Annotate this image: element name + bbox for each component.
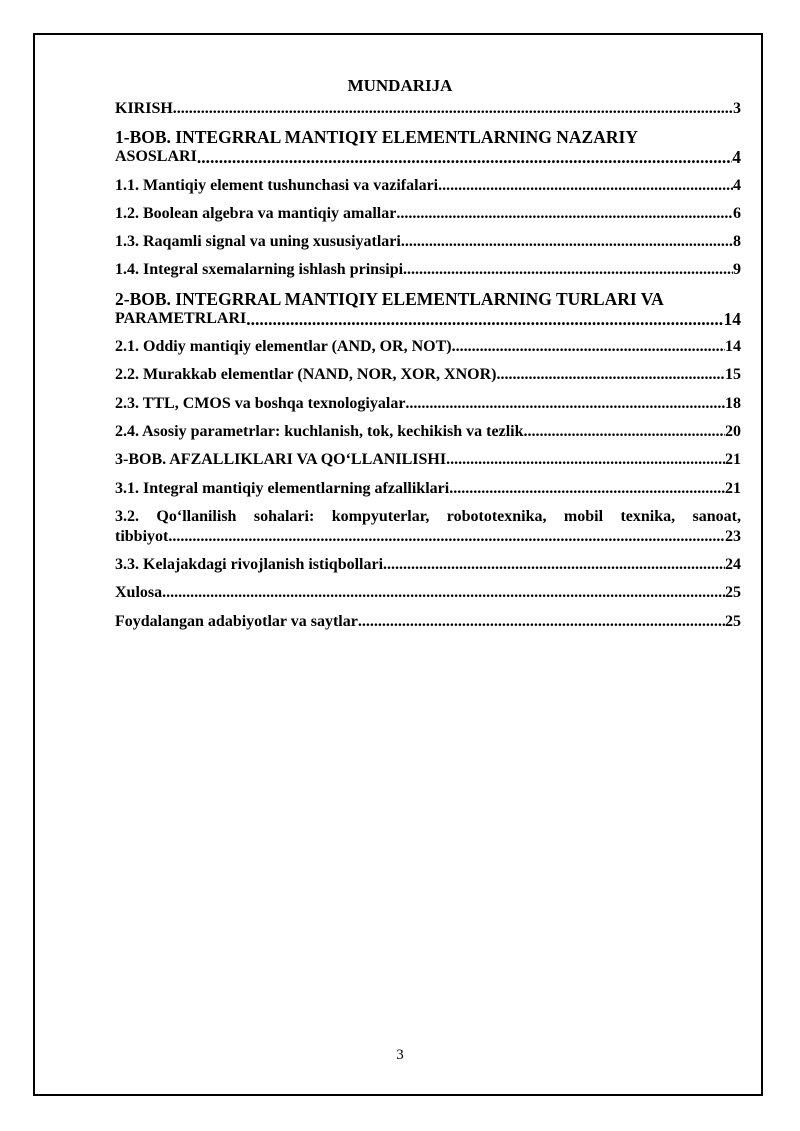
toc-leader-dots (449, 479, 725, 499)
toc-entry-text-line1: 3.2. Qo‘llanilish sohalari: kompyuterlar, robototexnika, mobil texnika, sanoat, (115, 507, 741, 525)
toc-entry-text: KIRISH (115, 100, 173, 117)
toc-entry-text: Foydalangan adabiyotlar va saytlar (115, 612, 358, 630)
toc-entry-page: 24 (725, 556, 741, 574)
toc-entry (115, 394, 741, 414)
toc-leader-dots (246, 309, 723, 329)
toc-entry (115, 260, 741, 280)
toc-entry-text: 2.4. Asosiy parametrlar: kuchlanish, tok, kechikish va tezlik (115, 422, 524, 440)
toc-entry (115, 365, 741, 385)
toc-entry (115, 337, 741, 357)
toc-entry-text: 2.1. Oddiy mantiqiy elementlar (AND, OR, NOT) (115, 338, 452, 356)
toc-entry-text: 3.1. Integral mantiqiy elementlarning afzalliklari (115, 479, 450, 497)
toc-entry (115, 507, 741, 547)
toc-entry-page: 9 (733, 261, 741, 279)
toc-entry-text: 3.3. Kelajakdagi rivojlanish istiqbollari (115, 556, 384, 574)
toc-entry-text: 1.2. Boolean algebra va mantiqiy amallar (115, 204, 397, 222)
toc-entry (115, 127, 741, 167)
toc-entry-page: 21 (725, 451, 741, 469)
toc-entry (115, 450, 741, 470)
toc-entry-text: 1.4. Integral sxemalarning ishlash prinsipi (115, 261, 404, 279)
toc-leader-dots (358, 612, 725, 632)
table-of-contents (115, 99, 741, 640)
toc-entry (115, 583, 741, 603)
toc-entry-page: 14 (723, 308, 741, 329)
toc-entry-page: 8 (733, 233, 741, 251)
toc-entry-page: 25 (725, 612, 741, 630)
toc-entry-text: PARAMETRLARI (115, 309, 247, 327)
toc-entry-page: 4 (733, 176, 741, 194)
toc-leader-dots (496, 365, 725, 385)
toc-entry-page: 3 (733, 100, 741, 117)
toc-entry-page: 21 (725, 479, 741, 497)
toc-leader-dots (446, 450, 725, 470)
toc-entry-text: ASOSLARI (115, 148, 197, 166)
toc-leader-dots (197, 147, 732, 167)
toc-entry-page: 4 (732, 147, 741, 168)
toc-entry-text-line1: 2-BOB. INTEGRRAL MANTIQIY ELEMENTLARNING TURLARI VA (115, 288, 664, 309)
toc-leader-dots (173, 99, 733, 119)
toc-entry-page: 15 (725, 366, 741, 384)
toc-entry-page: 20 (725, 422, 741, 440)
toc-leader-dots (438, 176, 733, 196)
toc-entry-text: 1.1. Mantiqiy element tushunchasi va vazifalari (115, 176, 439, 194)
page-number: 3 (396, 1047, 404, 1063)
toc-leader-dots (396, 204, 733, 224)
toc-leader-dots (401, 232, 733, 252)
toc-entry-page: 18 (725, 394, 741, 412)
toc-leader-dots (452, 337, 725, 357)
toc-leader-dots (168, 527, 725, 547)
toc-entry-text: tibbiyot (115, 527, 169, 545)
toc-entry (115, 479, 741, 499)
toc-leader-dots (523, 422, 725, 442)
toc-leader-dots (383, 555, 725, 575)
toc-entry (115, 612, 741, 632)
toc-entry-page: 25 (725, 584, 741, 602)
toc-entry-page: 23 (725, 527, 741, 545)
toc-entry-text: 2.2. Murakkab elementlar (NAND, NOR, XOR, XNOR) (115, 366, 497, 384)
toc-entry-page: 6 (733, 204, 741, 222)
toc-entry (115, 99, 741, 119)
toc-entry (115, 289, 741, 329)
toc-entry-text-line1: 1-BOB. INTEGRRAL MANTIQIY ELEMENTLARNING NAZARIY (115, 127, 638, 148)
toc-entry-page: 14 (725, 338, 741, 356)
toc-entry-text: Xulosa (115, 584, 163, 602)
toc-entry-text: 1.3. Raqamli signal va uning xususiyatlari (115, 233, 401, 251)
toc-leader-dots (162, 583, 725, 603)
toc-entry (115, 176, 741, 196)
toc-leader-dots (403, 260, 733, 280)
toc-entry-text: 3-BOB. AFZALLIKLARI VA QO‘LLANILISHI (115, 451, 447, 469)
toc-entry (115, 204, 741, 224)
toc-leader-dots (405, 394, 725, 414)
toc-entry (115, 232, 741, 252)
toc-entry-text: 2.3. TTL, CMOS va boshqa texnologiyalar (115, 394, 406, 412)
toc-entry (115, 555, 741, 575)
page-title: MUNDARIJA (347, 76, 453, 95)
toc-entry (115, 422, 741, 442)
